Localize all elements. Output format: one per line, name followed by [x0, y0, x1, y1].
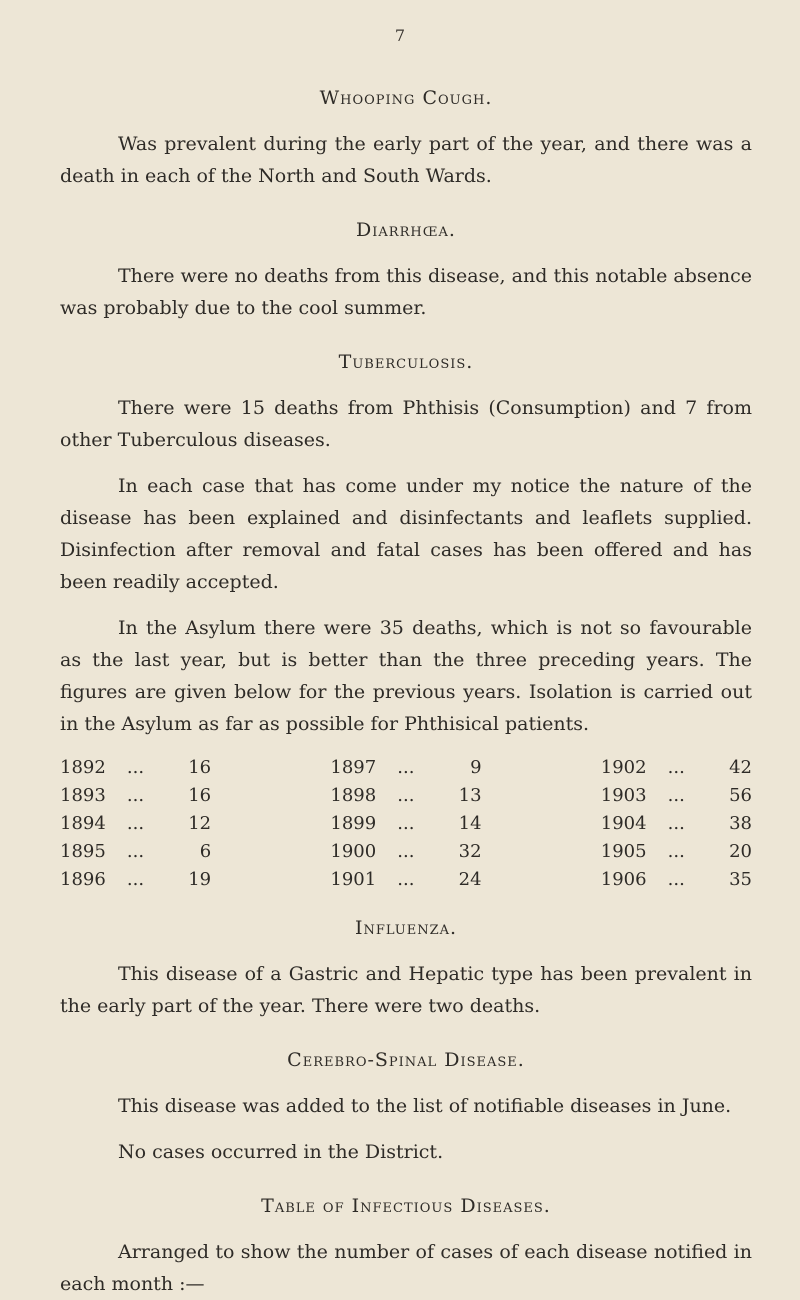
leader-dots: ... [667, 785, 685, 806]
column-spacer [211, 782, 330, 810]
deaths-cell: 38 [729, 813, 752, 834]
paragraph-tuberculosis-asylum: In the Asylum there were 35 deaths, which is not so favourable as the last year, but is better than the three preceding years. The figures are given below for the previous years. Isolation is carried out in the Asylum as far as possible for Phthisical patients. [60, 617, 752, 735]
paragraph-table-infectious-diseases: Arranged to show the number of cases of each disease notified in each month :— [60, 1241, 752, 1295]
paragraph-cerebro-spinal-district: No cases occurred in the District. [118, 1141, 444, 1163]
deaths-cell: 9 [470, 757, 482, 778]
leader-dots: ... [126, 813, 145, 834]
heading-cerebro-spinal: Cerebro-Spinal Disease. [287, 1049, 525, 1071]
leader-dots: ... [397, 869, 415, 890]
year-cell: 1900 [330, 841, 377, 862]
year-cell: 1898 [330, 785, 377, 806]
column-spacer [211, 866, 330, 894]
leader-dots: ... [397, 841, 415, 862]
leader-dots: ... [397, 757, 415, 778]
column-spacer [211, 754, 330, 782]
column-spacer [482, 810, 601, 838]
page-number: 7 [394, 26, 406, 45]
paragraph-cerebro-spinal-notifiable: This disease was added to the list of notifiable diseases in June. [118, 1095, 732, 1117]
leader-dots: ... [126, 785, 145, 806]
deaths-cell: 14 [458, 813, 482, 834]
heading-whooping-cough: Whooping Cough. [319, 87, 493, 109]
year-cell: 1892 [60, 757, 106, 778]
table-row [60, 838, 752, 866]
deaths-cell: 12 [188, 813, 212, 834]
deaths-cell: 16 [188, 757, 212, 778]
year-cell: 1896 [60, 869, 106, 890]
leader-dots: ... [126, 757, 145, 778]
year-cell: 1906 [600, 869, 647, 890]
leader-dots: ... [667, 757, 685, 778]
paragraph-diarrhoea: There were no deaths from this disease, and this notable absence was probably due to the cool summer. [60, 265, 752, 319]
column-spacer [482, 782, 601, 810]
year-cell: 1894 [60, 813, 106, 834]
year-cell: 1897 [330, 757, 377, 778]
year-cell: 1893 [60, 785, 106, 806]
leader-dots: ... [667, 813, 685, 834]
deaths-cell: 56 [729, 785, 752, 806]
paragraph-tuberculosis-disinfection: In each case that has come under my notice the nature of the disease has been explained and disinfectants and leaflets supplied. Disinfection after removal and fatal cases has been offered and has been readily accepted. [60, 475, 752, 593]
column-spacer [211, 810, 330, 838]
heading-tuberculosis: Tuberculosis. [338, 351, 474, 373]
year-cell: 1901 [330, 869, 377, 890]
year-cell: 1895 [60, 841, 106, 862]
year-cell: 1899 [330, 813, 377, 834]
deaths-cell: 6 [199, 841, 212, 862]
table-row [60, 754, 752, 782]
table-row [60, 810, 752, 838]
year-cell: 1902 [600, 757, 647, 778]
heading-table-infectious-diseases: Table of Infectious Diseases. [261, 1195, 551, 1217]
asylum-deaths-table [60, 754, 752, 894]
leader-dots: ... [126, 869, 145, 890]
heading-diarrhoea: Diarrhœa. [356, 219, 456, 241]
deaths-cell: 13 [458, 785, 482, 806]
deaths-cell: 16 [188, 785, 212, 806]
deaths-cell: 35 [729, 869, 752, 890]
paragraph-influenza: This disease of a Gastric and Hepatic type has been prevalent in the early part of the year. There were two deaths. [60, 963, 752, 1017]
leader-dots: ... [397, 785, 415, 806]
column-spacer [211, 838, 330, 866]
table-row [60, 782, 752, 810]
paragraph-tuberculosis-deaths: There were 15 deaths from Phthisis (Consumption) and 7 from other Tuberculous diseases. [60, 397, 752, 451]
year-cell: 1904 [600, 813, 647, 834]
leader-dots: ... [397, 813, 415, 834]
leader-dots: ... [126, 841, 145, 862]
column-spacer [482, 754, 601, 782]
deaths-cell: 32 [458, 841, 482, 862]
paragraph-whooping-cough: Was prevalent during the early part of the year, and there was a death in each of the North and South Wards. [60, 133, 752, 187]
table-row [60, 866, 752, 894]
column-spacer [482, 866, 601, 894]
deaths-cell: 20 [729, 841, 752, 862]
deaths-cell: 42 [729, 757, 752, 778]
deaths-cell: 19 [188, 869, 212, 890]
page-content [60, 82, 752, 1300]
heading-influenza: Influenza. [354, 917, 458, 939]
leader-dots: ... [667, 869, 685, 890]
leader-dots: ... [667, 841, 685, 862]
year-cell: 1905 [600, 841, 647, 862]
deaths-cell: 24 [458, 869, 482, 890]
column-spacer [482, 838, 601, 866]
year-cell: 1903 [600, 785, 647, 806]
